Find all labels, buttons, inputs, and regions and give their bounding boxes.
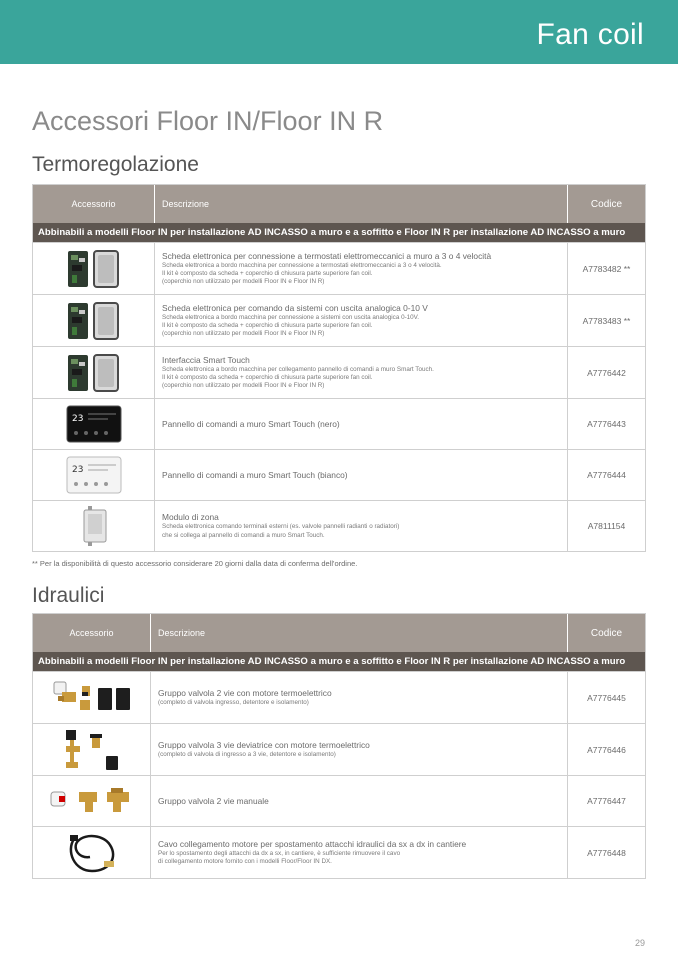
accessory-image (33, 672, 151, 723)
row-detail: Il kit è composto da scheda + coperchio di chiusura parte superiore fan coil. (162, 269, 373, 277)
row-detail: Scheda elettronica a bordo macchina per connessione a termostati elettromeccanici a 3 o 4 velocità. (162, 261, 442, 269)
product-code: A7776445 (587, 692, 626, 703)
top-bar (0, 0, 678, 64)
idraulici-heading: Idraulici (32, 584, 105, 607)
row-title: Cavo collegamento motore per spostamento attacchi idraulici da sx a dx in cantiere (158, 838, 467, 849)
row-title: Pannello di comandi a muro Smart Touch (nero) (162, 418, 340, 429)
row-detail: Il kit è composto da scheda + coperchio di chiusura parte superiore fan coil. (162, 321, 373, 329)
manual-valve-kit-icon (47, 786, 137, 816)
row-detail: di collegamento motore fornito con i modelli Floor/Floor IN DX. (158, 858, 332, 865)
row-detail: che si collega al pannello di comandi a muro Smart Touch. (162, 531, 325, 539)
product-code: A7776444 (587, 470, 626, 480)
motor-cable-icon (64, 831, 120, 875)
row-detail: (completo di valvola ingresso, detentore e isolamento) (158, 698, 309, 706)
row-detail: (coperchio non utilizzato per modelli Floor IN e Floor IN R) (162, 330, 325, 338)
table-row (33, 723, 645, 775)
zone-module-icon (74, 504, 114, 548)
product-code: A7783482 ** (582, 263, 631, 274)
row-detail: Scheda elettronica comando terminali esterni (es. valvole pannelli radianti o radiatori) (162, 523, 400, 531)
accessory-image (33, 243, 155, 294)
row-detail: Scheda elettronica a bordo macchina per connessione a sistemi con uscita analogica 0-10V. (162, 313, 420, 321)
product-code: A7776447 (587, 796, 626, 806)
row-title: Gruppo valvola 3 vie deviatrice con motore termoelettrico (158, 739, 370, 750)
accessory-image (33, 450, 155, 500)
compatibility-band: Abbinabili a modelli Floor IN per installazione AD INCASSO a muro e a soffitto e Floor IN R per installazione AD INCASSO a muro (33, 652, 645, 671)
page-title: Accessori Floor IN/Floor IN R (32, 106, 384, 136)
product-code: A7776443 (587, 419, 626, 429)
two-way-valve-kit-icon (48, 678, 136, 718)
accessory-image (33, 827, 151, 878)
table-row (33, 346, 645, 398)
row-title: Gruppo valvola 2 vie con motore termoelettrico (158, 687, 332, 698)
termoregolazione-heading: Termoregolazione (32, 153, 199, 176)
row-detail: Scheda elettronica a bordo macchina per collegamento pannello di comandi a muro Smart Touch. (162, 365, 434, 373)
row-detail: Per lo spostamento degli attacchi da dx a sx, in cantiere, è sufficiente rimuovere il cavo (158, 849, 401, 857)
smart-touch-white-panel-icon (66, 456, 122, 494)
product-code: A7776442 (587, 367, 626, 378)
table-header (33, 185, 645, 223)
product-code: A7776446 (587, 744, 626, 755)
row-title: Interfaccia Smart Touch (162, 354, 250, 365)
row-title: Pannello di comandi a muro Smart Touch (bianco) (162, 469, 348, 480)
col-code-header: Codice (590, 198, 623, 210)
row-detail: (coperchio non utilizzato per modelli Floor IN e Floor IN R) (162, 278, 325, 286)
table-row (33, 398, 645, 449)
product-code: A7811154 (587, 521, 626, 531)
table-row (33, 449, 645, 500)
product-code: A7783483 ** (582, 315, 631, 326)
row-title: Scheda elettronica per connessione a termostati elettromeccanici a muro a 3 o 4 velocità (162, 250, 492, 261)
col-accessory-header: Accessorio (33, 614, 151, 652)
section-title: Fan coil (536, 18, 644, 51)
idraulici-table (32, 613, 646, 879)
accessory-image (33, 724, 151, 775)
page-number: 29 (634, 938, 645, 948)
accessory-image (33, 399, 155, 449)
table-row (33, 826, 645, 878)
termoregolazione-table (32, 184, 646, 552)
panel-display-text: 23 (71, 465, 83, 475)
product-code: A7776448 (587, 847, 626, 858)
availability-footnote: ** Per la disponibilità di questo accessorio considerare 20 giorni dalla data di conferma dell'ordine. (32, 559, 358, 568)
row-detail: (completo di valvola di ingresso a 3 vie, detentore e isolamento) (158, 750, 336, 758)
col-accessory-header: Accessorio (33, 185, 155, 223)
col-description-header: Descrizione (151, 614, 568, 652)
row-detail: (coperchio non utilizzato per modelli Floor IN e Floor IN R) (162, 382, 325, 390)
three-way-valve-kit-icon (62, 728, 122, 772)
table-header (33, 614, 645, 652)
control-board-icon (64, 248, 124, 290)
col-description-header: Descrizione (155, 185, 568, 223)
smart-touch-black-panel-icon (66, 405, 122, 443)
interface-board-icon (64, 352, 124, 394)
accessory-image (33, 295, 155, 346)
accessory-image (33, 776, 151, 826)
col-code-header: Codice (590, 627, 623, 639)
table-row (33, 242, 645, 294)
panel-display-text: 23 (71, 414, 83, 424)
table-row (33, 671, 645, 723)
accessory-image (33, 501, 155, 551)
compatibility-band: Abbinabili a modelli Floor IN per installazione AD INCASSO a muro e a soffitto e Floor IN R per installazione AD INCASSO a muro (33, 223, 645, 242)
row-title: Scheda elettronica per comando da sistemi con uscita analogica 0-10 V (162, 302, 428, 313)
table-row (33, 294, 645, 346)
table-row (33, 775, 645, 826)
row-title: Gruppo valvola 2 vie manuale (158, 795, 269, 806)
control-board-icon (64, 300, 124, 342)
row-detail: Il kit è composto da scheda + coperchio di chiusura parte superiore fan coil. (162, 373, 373, 381)
row-title: Modulo di zona (162, 512, 219, 523)
table-row (33, 500, 645, 551)
accessory-image (33, 347, 155, 398)
